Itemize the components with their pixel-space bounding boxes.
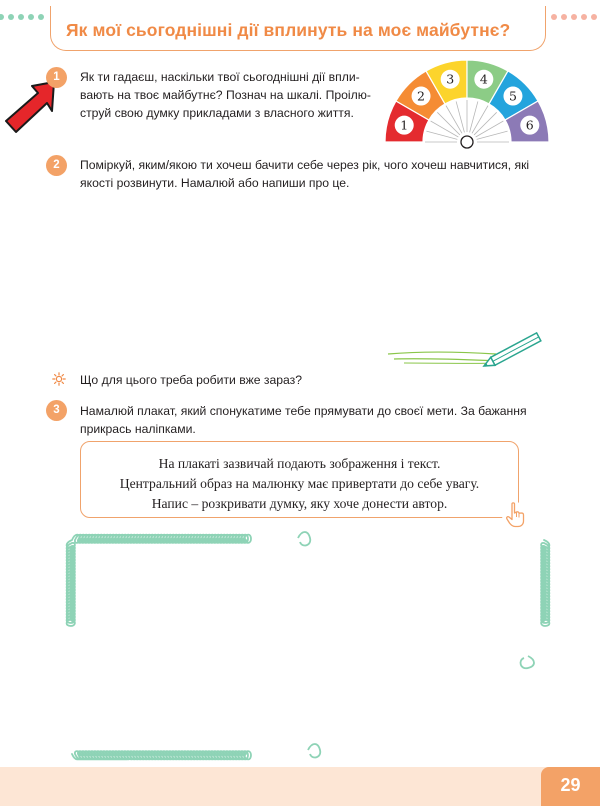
pencil-icon — [384, 332, 550, 372]
page-number-box — [541, 767, 600, 806]
task-3-text: Намалюй плакат, який спонукатиме тебе прямувати до своєї мети. За бажання прикрась наліпками. — [80, 404, 527, 436]
scale-label-6: 6 — [525, 117, 534, 133]
scale-label-4: 4 — [479, 71, 488, 87]
task-1-text: Як ти гадаєш, наскільки твої сьогоднішні дії впли- вають на твоє майбутнє? Познач на шкалі. Проілю- струй свою думку прикладами з власного життя. — [80, 70, 371, 120]
poster-drawing-frame[interactable] — [62, 530, 554, 764]
pointing-hand-icon — [500, 500, 530, 530]
sun-icon — [52, 372, 66, 386]
tip-line-1: На плакаті зазвичай подають зображення і текст. — [158, 456, 441, 471]
task-2-text: Поміркуй, яким/якою ти хочеш бачити себе через рік, чого хочеш навчитися, які якості розвинути. Намалюй або напиши про це. — [80, 158, 530, 190]
extra-question-text: Що для цього треба робити вже зараз? — [80, 373, 303, 387]
task-3-number: 3 — [46, 400, 67, 421]
scale-label-2: 2 — [417, 88, 426, 104]
task-1-number: 1 — [46, 67, 67, 88]
task-2-number: 2 — [46, 155, 67, 176]
scale-label-3: 3 — [446, 71, 455, 87]
page-title: Як мої сьогоднішні дії вплинуть на моє майбутнє? — [66, 20, 511, 40]
footer-band — [0, 767, 600, 806]
loop-border — [67, 535, 550, 760]
tip-line-2: Центральний образ на малюнку має привертати до себе увагу. — [119, 476, 480, 491]
influence-scale[interactable] — [382, 56, 552, 156]
page-number: 29 — [560, 775, 581, 795]
scale-center-knob — [461, 136, 473, 148]
scale-label-1: 1 — [400, 117, 409, 133]
red-arrow-icon — [0, 78, 58, 138]
tip-box — [80, 441, 519, 518]
tip-line-3: Напис – розкривати думку, яку хоче донести автор. — [151, 496, 448, 511]
scale-label-5: 5 — [508, 88, 517, 104]
